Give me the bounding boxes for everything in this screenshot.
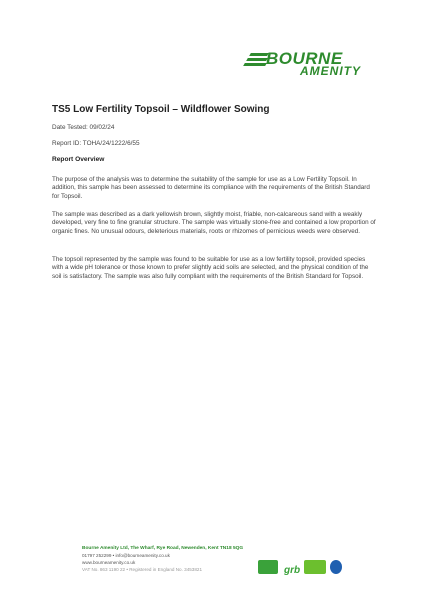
company-logo: [244, 49, 361, 80]
grb-logo-text: grb: [284, 565, 301, 576]
certification-logos: [258, 560, 344, 574]
report-title: TS5 Low Fertility Topsoil – Wildflower Sowing: [52, 104, 270, 115]
footer-contact: 01797 252299 • info@bourneamenity.co.uk: [82, 553, 170, 558]
logo-text-secondary: AMENITY: [300, 64, 361, 78]
green-certification-icon: [304, 560, 326, 574]
blue-seal-icon: [330, 560, 342, 574]
date-tested: Date Tested: 09/02/24: [52, 124, 115, 131]
overview-paragraph-1: The purpose of the analysis was to determine the suitability of the sample for use as a Low Fertility Topsoil. In addition, this sample has been assessed to determine its compliance with the requirements of the British Standard for Topsoil.: [52, 176, 370, 200]
overview-heading: Report Overview: [52, 156, 105, 163]
report-id: Report ID: TOHA/24/1222/6/55: [52, 140, 140, 147]
overview-paragraph-3: The topsoil represented by the sample was found to be suitable for use as a low fertility topsoil, provided species with a wide pH tolerance or those known to prefer slightly acid soils are selected, and the physical condition of the soil is satisfactory. The sample was also fully compliant with the requirements of the British Standard for Topsoil.: [52, 256, 369, 280]
certification-badge-icon: [258, 560, 278, 574]
footer-registration: VAT No. 863 1190 22 • Registered in England No. 3453821: [82, 567, 203, 572]
grb-logo: [284, 560, 300, 574]
overview-paragraph-2: The sample was described as a dark yellowish brown, slightly moist, friable, non-calcareous sand with a weakly developed, very fine to fine granular structure. The sample was virtually stone-free and contained a low proportion of organic fines. No unusual odours, deleterious materials, roots or rhizomes of pernicious weeds were observed.: [52, 211, 376, 235]
footer-company-address: Bourne Amenity Ltd, The Wharf, Rye Road, Newenden, Kent TN18 5QG: [82, 546, 244, 551]
logo-stripes-icon: [244, 53, 268, 69]
logo-text-primary: BOURNE: [266, 49, 343, 68]
footer-website[interactable]: www.bourneamenity.co.uk: [82, 560, 136, 565]
